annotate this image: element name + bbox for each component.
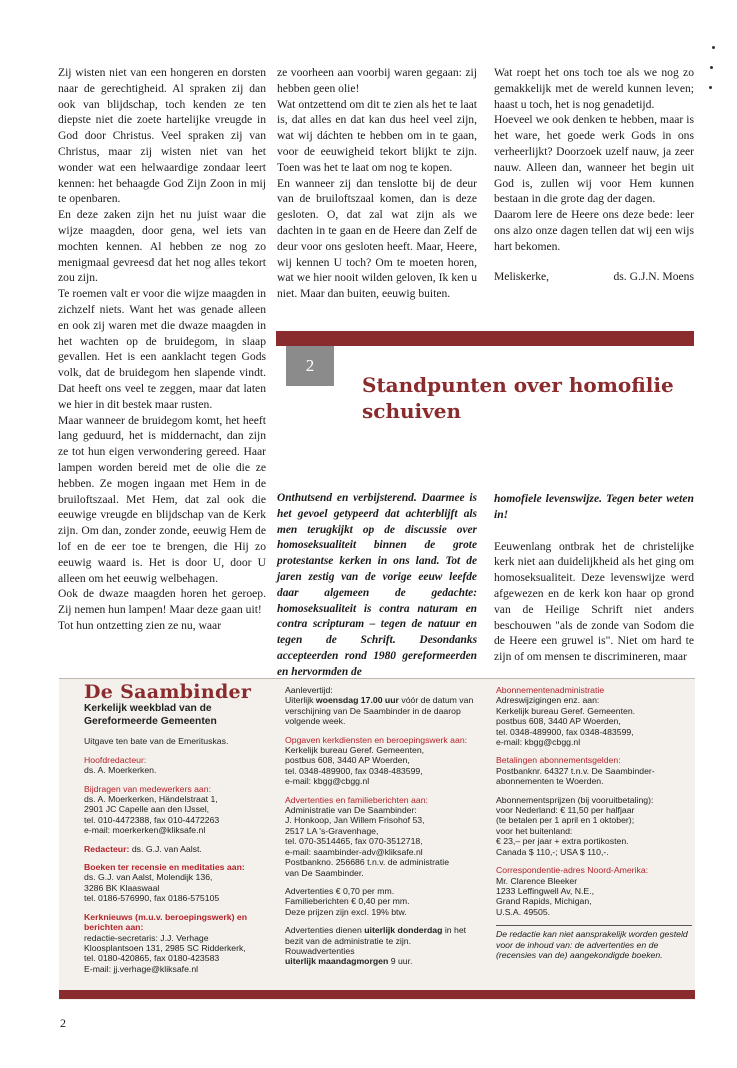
ads-block bbox=[285, 795, 481, 878]
disclaimer: De redactie kan niet aansprakelijk worden gesteld voor de inhoud van: de advertenties en de (recensies van de) aangekondigde boeken. bbox=[496, 925, 692, 960]
contributions-block bbox=[84, 784, 274, 836]
signature bbox=[494, 269, 694, 285]
paragraph: Hoeveel we ook denken te hebben, maar is het ware, het goede werk Gods in ons verheerlijkt? Doorzoek uzelf nauw, ja zeer nauw. Alleen dan, wanneer het begin uit God is, zullen wij voor Hem kunnen bestaan in die grote dag der dagen. bbox=[494, 113, 694, 206]
paragraph: Te roemen valt er voor die wijze maagden in zichzelf niets. Want het was genade alleen en ook zij waren met die dwaze maagden in het wachten op de bruidegom, in slaap gevallen. Het is een aanklacht tegen Gods volk, dat de bruidegom hen slapende vindt. Dat heeft ons veel te zeggen, maar dat laten we hier in dit bestek maar rusten. bbox=[58, 287, 266, 411]
price-line: Deze prijzen zijn excl. 19% btw. bbox=[285, 906, 407, 917]
ads-line: tel. 070-3514465, fax 070-3512718, bbox=[285, 836, 423, 847]
subscriptions-line: postbus 608, 3440 AP Woerden, bbox=[496, 716, 621, 727]
north-america-heading: Correspondentie-adres Noord-Amerika: bbox=[496, 865, 649, 876]
ads-line: e-mail: saambinder-adv@kliksafe.nl bbox=[285, 846, 423, 857]
rates-line: € 23,– per jaar + extra portikosten. bbox=[496, 836, 629, 847]
ads-deadline-block bbox=[285, 925, 481, 967]
services-line: postbus 608, 3440 AP Woerden, bbox=[285, 755, 410, 766]
ads-line: Postbankno. 256686 t.n.v. de administratie bbox=[285, 857, 450, 868]
services-heading: Opgaven kerkdiensten en beroepingswerk aan: bbox=[285, 734, 468, 745]
colophon-bottom-bar bbox=[59, 990, 695, 999]
signature-author: ds. G.J.N. Moens bbox=[613, 269, 694, 283]
delivery-prefix: Uiterlijk bbox=[285, 695, 316, 706]
payments-line: Postbanknr. 64327 t.n.v. De Saambinder- bbox=[496, 765, 655, 776]
delivery-block bbox=[285, 685, 481, 727]
editor-label: Redacteur: bbox=[84, 843, 130, 854]
services-line: e-mail: kbgg@cbgg.nl bbox=[285, 776, 370, 787]
editor: ds. G.J. van Aalst. bbox=[131, 843, 202, 854]
church-news-line: redactie-secretaris: J.J. Verhage bbox=[84, 932, 209, 943]
church-news-line: tel. 0180-420865, fax 0180-423583 bbox=[84, 953, 220, 964]
ads-deadline-rest: in het bezit van de administratie te zijn. bbox=[285, 925, 467, 946]
saambinder-logo: De Saambinder bbox=[84, 681, 252, 703]
north-america-line: Mr. Clarence Bleeker bbox=[496, 875, 578, 886]
reviews-heading: Boeken ter recensie en meditaties aan: bbox=[84, 862, 245, 873]
subscriptions-block bbox=[496, 685, 692, 747]
paragraph: En deze zaken zijn het nu juist waar die wijze maagden, door gena, wel iets van mochten kennen. Al hebben ze nog zo menigmaal gevreesd dat het nog alles tekort zou zijn. bbox=[58, 208, 266, 285]
paragraph: Tot hun ontzetting zien ze nu, waar bbox=[58, 618, 222, 632]
contributions-line: tel. 010-4472388, fax 010-4472263 bbox=[84, 814, 220, 825]
price-line: Familieberichten € 0,40 per mm. bbox=[285, 896, 410, 907]
ads-heading: Advertenties en familieberichten aan: bbox=[285, 794, 428, 805]
church-news-line: Kloosplantsoen 131, 2985 SC Ridderkerk, bbox=[84, 942, 246, 953]
subscriptions-line: Kerkelijk bureau Geref. Gemeenten. bbox=[496, 705, 636, 716]
services-line: Kerkelijk bureau Geref. Gemeenten, bbox=[285, 745, 425, 756]
reviews-block bbox=[84, 862, 274, 904]
chief-editor-block bbox=[84, 755, 274, 776]
paragraph: En wanneer zij dan tenslotte bij de deur van de bruiloftszaal komen, dan is deze gesloten. O, dat zal wat zijn als we dachten in te gaan en de Heere dan Zelf de deur voor ons gesloten heeft. Maar, Heere, wij kennen U toch? Om te moeten horen, wat we hier nooit wilden geloven, Ik ken u niet. Maar dan buiten, eeuwig buiten. bbox=[277, 176, 477, 301]
church-news-block bbox=[84, 912, 274, 974]
payments-line: abonnementen te Woerden. bbox=[496, 776, 604, 787]
contributions-line: e-mail: moerkerken@kliksafe.nl bbox=[84, 825, 206, 836]
services-block bbox=[285, 735, 481, 787]
rates-line: voor Nederland: € 11,50 per halfjaar bbox=[496, 805, 635, 816]
section-header-bar bbox=[276, 331, 694, 346]
article-intro: Onthutsend en verbijsterend. Daarmee is het gevoel getypeerd dat achterblijft als men terugkijkt op de discussie over homoseksualiteit binnen de grote protestantse kerken in ons land. Tot de jaren zestig van de vorige eeuw leefde daar algemeen de gedachte: homoseksualiteit is contra naturam en contra scripturam – tegen de natuur en tegen de Schrift. Desondanks accepteerden rond 1980 gereformeerden en hervormden de bbox=[277, 492, 477, 678]
rouw-deadline-rest: 9 uur. bbox=[388, 956, 413, 967]
paragraph: Maar wanneer de bruidegom komt, het heeft lang geduurd, het is middernacht, dan zijn ze tot hun eigen verwondering gereed. Haar lampen worden bereid met de olie die ze hebben. Ze mogen ingaan met Hem in de bruiloftszaal. Met Hem, dat zal ook die eeuwige vreugde en blijdschap van de Kerk zijn. Om dan, zonder zonde, eeuwig Hem de lof en de eer toe te brengen, die Hij zo eeuwig waard is. Het is door U, door U alleen om het eeuwig welbehagen. bbox=[58, 413, 266, 585]
rouw-deadline bbox=[285, 956, 481, 966]
rouw-deadline-day: uiterlijk maandagmorgen bbox=[285, 956, 389, 967]
ads-deadline bbox=[285, 925, 481, 946]
paragraph: Wat roept het ons toch toe als we nog zo gemakkelijk met de wereld kunnen leven; haast u toch, het is nog genadetijd. bbox=[494, 66, 694, 111]
subscriptions-line: tel. 0348-489900, fax 0348-483599, bbox=[496, 726, 634, 737]
ads-line: Administratie van De Saambinder: bbox=[285, 805, 417, 816]
prices-block bbox=[285, 886, 481, 917]
north-america-line: Grand Rapids, Michigan, bbox=[496, 896, 592, 907]
colophon-column-3 bbox=[496, 685, 692, 968]
scan-mark bbox=[712, 46, 715, 49]
article-body-column bbox=[494, 491, 694, 665]
reviews-line: 3286 BK Klaaswaal bbox=[84, 882, 160, 893]
paragraph: Zij wisten niet van een hongeren en dorsten naar de gerechtigheid. Al spraken zij dan ook van blijdschap, toch kenden ze ten diepste niet die zoete hartelijke vreugde in God door Christus. Veel spraken zij van Christus, maar zij wisten niet van het wonder wat een helwaardige zondaar leert kennen: het behaagde God Zijn Zoon in mij te openbaren. bbox=[58, 66, 266, 206]
price-line: Advertenties € 0,70 per mm. bbox=[285, 885, 395, 896]
north-america-line: 1233 Leffingwell Av, N.E., bbox=[496, 885, 595, 896]
publisher-note: Uitgave ten bate van de Emerituskas. bbox=[84, 736, 229, 747]
ads-deadline-day: uiterlijk donderdag bbox=[364, 925, 443, 936]
paragraph: Daarom lere de Heere ons deze bede: leer ons alzo onze dagen tellen dat wij een wijs hart bekomen. bbox=[494, 208, 694, 253]
paragraph: Wat ontzettend om dit te zien als het te laat is, dat alles en dat kan dus heel veel zijn, wat wij dáchten te hebben om in te gaan, voor de eeuwigheid tekort blijkt te zijn. Toen was het te laat om nog te kopen. bbox=[277, 97, 477, 174]
delivery-text bbox=[285, 695, 481, 726]
ads-deadline-prefix: Advertenties dienen bbox=[285, 925, 365, 936]
subscriptions-heading: Abonnementenadministratie bbox=[496, 685, 605, 695]
article-column-1 bbox=[58, 65, 266, 634]
church-news-heading: Kerknieuws (m.u.v. beroepingswerk) en berichten aan: bbox=[84, 911, 248, 933]
north-america-line: U.S.A. 49505. bbox=[496, 906, 551, 917]
intro-end: homofiele levenswijze. Tegen beter weten in! bbox=[494, 492, 694, 521]
contributions-line: ds. A. Moerkerken, Händelstraat 1, bbox=[84, 794, 218, 805]
contributions-heading: Bijdragen van medewerkers aan: bbox=[84, 783, 212, 794]
article-body: Eeuwenlang ontbrak het de christelijke kerk niet aan duidelijkheid als het ging om homoseksualiteit. Deze levenswijze werd afgewezen en de kerk kon haar op grond van de Heilige Schrift niet anders beschouwen "als de zonde van Sodom die de Heere een gruwel is". Niet om hard te zijn of om mensen te discrimineren, maar bbox=[494, 539, 694, 664]
colophon-column-2 bbox=[285, 685, 481, 975]
delivery-label: Aanlevertijd: bbox=[285, 685, 333, 695]
services-line: tel. 0348-489900, fax 0348-483599, bbox=[285, 765, 423, 776]
rates-line: (te betalen per 1 april en 1 oktober); bbox=[496, 815, 635, 826]
paragraph: Ook de dwaze maagden horen het geroep. Zij nemen hun lampen! Maar deze gaan uit! bbox=[58, 587, 266, 617]
page-number: 2 bbox=[60, 1016, 66, 1030]
subscriptions-line: e-mail: kbgg@cbgg.nl bbox=[496, 737, 581, 748]
ads-line: van De Saambinder. bbox=[285, 867, 364, 878]
north-america-block bbox=[496, 865, 692, 917]
contributions-line: 2901 JC Capelle aan den IJssel, bbox=[84, 804, 210, 815]
colophon-column-1 bbox=[84, 681, 274, 982]
rates-block bbox=[496, 795, 692, 857]
reviews-line: tel. 0186-576990, fax 0186-575105 bbox=[84, 893, 220, 904]
chief-editor-heading: Hoofdredacteur: bbox=[84, 754, 147, 765]
editor-block bbox=[84, 844, 274, 854]
article-column-3 bbox=[494, 65, 694, 284]
scan-mark bbox=[709, 86, 712, 89]
church-news-line: E-mail: jj.verhage@kliksafe.nl bbox=[84, 963, 199, 974]
reviews-line: ds. G.J. van Aalst, Molendijk 136, bbox=[84, 872, 213, 883]
delivery-rest: vóór de datum van verschijning van De Saambinder in de daarop volgende week. bbox=[285, 695, 474, 727]
rouw-label: Rouwadvertenties bbox=[285, 945, 355, 956]
subscriptions-line: Adreswijzigingen enz. aan: bbox=[496, 695, 600, 706]
payments-heading: Betalingen abonnementsgelden: bbox=[496, 755, 621, 766]
signature-place: Meliskerke, bbox=[494, 269, 550, 283]
article-column-2 bbox=[277, 65, 477, 302]
rates-line: Canada $ 110,-; USA $ 110,-. bbox=[496, 846, 609, 857]
payments-block bbox=[496, 755, 692, 786]
ads-line: J. Honkoop, Jan Willem Frisohof 53, bbox=[285, 815, 425, 826]
colophon-subtitle: Kerkelijk weekblad van de Gereformeerde Gemeenten bbox=[84, 703, 217, 727]
chief-editor: ds. A. Moerkerken. bbox=[84, 765, 157, 776]
rates-line: Abonnementsprijzen (bij vooruitbetaling): bbox=[496, 794, 654, 805]
scan-mark bbox=[710, 66, 713, 69]
ads-line: 2517 LA 's-Gravenhage, bbox=[285, 825, 379, 836]
section-title: Standpunten over homofilie schuiven bbox=[362, 373, 674, 423]
paragraph: ze voorheen aan voorbij waren gegaan: zij hebben geen olie! bbox=[277, 66, 477, 95]
rates-line: voor het buitenland: bbox=[496, 825, 573, 836]
section-number: 2 bbox=[286, 346, 334, 386]
delivery-deadline: woensdag 17.00 uur bbox=[315, 695, 399, 706]
